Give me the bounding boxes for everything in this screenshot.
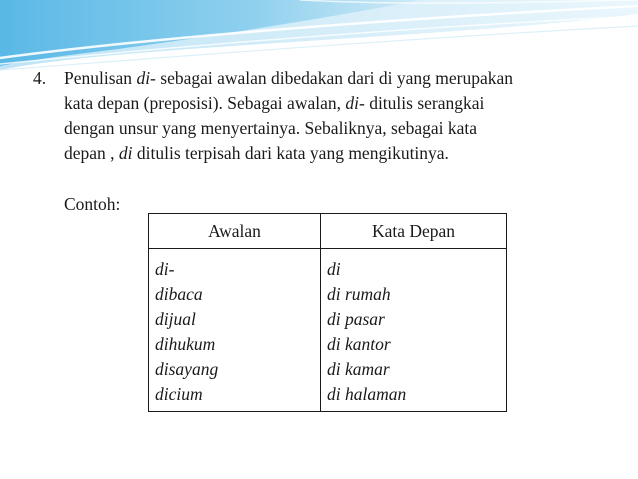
italic-term: di- xyxy=(345,93,365,113)
awalan-word: disayang xyxy=(155,359,219,379)
kata-depan-word: di halaman xyxy=(327,384,407,404)
paragraph-line-2 xyxy=(64,91,624,116)
italic-term: di- xyxy=(136,68,156,88)
kata-depan-word: di kantor xyxy=(327,334,391,354)
kata-depan-column xyxy=(321,249,507,412)
text-segment: kata depan (preposisi). Sebagai awalan, xyxy=(64,93,346,113)
awalan-word: dihukum xyxy=(155,334,216,354)
awalan-column xyxy=(149,249,321,412)
text-segment: ditulis terpisah dari kata yang mengikutinya. xyxy=(132,143,449,163)
list-number: 4. xyxy=(33,68,47,88)
example-label: Contoh: xyxy=(64,194,121,214)
italic-term: di xyxy=(118,143,133,163)
paragraph-line-1 xyxy=(64,66,624,91)
awalan-word: dijual xyxy=(155,309,196,329)
kata-depan-word: di pasar xyxy=(327,309,385,329)
text-segment: ditulis serangkai xyxy=(364,93,485,113)
paragraph-line-4 xyxy=(64,141,624,166)
text-segment: depan , xyxy=(64,143,119,163)
text-segment: sebagai awalan dibedakan dari di yang merupakan xyxy=(155,68,514,88)
explanation-paragraph xyxy=(64,66,624,166)
text-segment: Penulisan xyxy=(64,68,137,88)
example-table xyxy=(148,213,507,412)
awalan-word: di- xyxy=(155,259,175,279)
paragraph-line-3 xyxy=(64,116,624,141)
kata-depan-word: di kamar xyxy=(327,359,390,379)
awalan-word: dicium xyxy=(155,384,203,404)
kata-depan-word: di rumah xyxy=(327,284,391,304)
header-kata-depan: Kata Depan xyxy=(321,214,507,249)
text-segment: dengan unsur yang menyertainya. Sebaliknya, sebagai kata xyxy=(64,118,478,138)
header-awalan: Awalan xyxy=(149,214,321,249)
awalan-word: dibaca xyxy=(155,284,203,304)
kata-depan-word: di xyxy=(327,259,341,279)
